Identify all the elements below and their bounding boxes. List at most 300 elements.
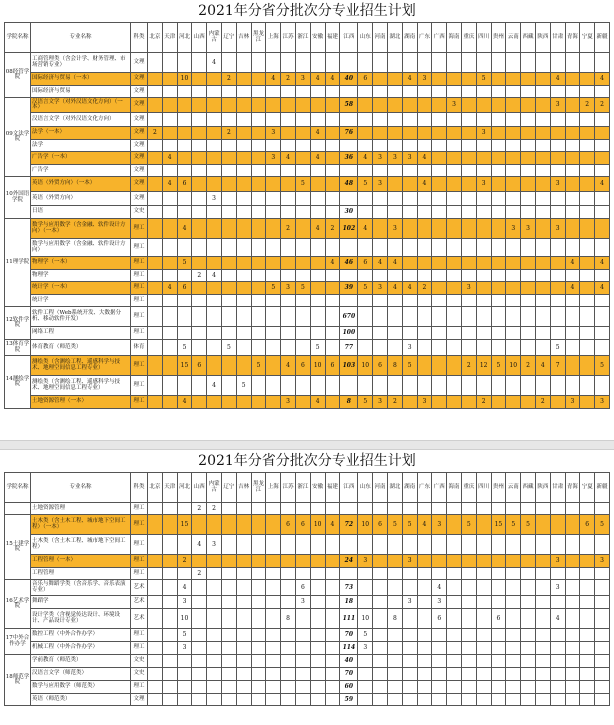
quota-cell: 4 (387, 282, 402, 295)
quota-cell (162, 307, 177, 327)
quota-cell (402, 140, 417, 152)
quota-cell: 6 (432, 609, 447, 629)
quota-cell (236, 568, 251, 580)
quota-cell (373, 568, 388, 580)
quota-cell: 6 (177, 177, 192, 192)
quota-cell (521, 642, 536, 655)
quota-cell (325, 98, 340, 113)
quota-cell (417, 642, 432, 655)
quota-cell: 4 (207, 270, 222, 282)
quota-cell (476, 655, 491, 668)
quota-cell (162, 257, 177, 270)
quota-cell (447, 515, 462, 535)
quota-cell (236, 655, 251, 668)
quota-cell (373, 376, 388, 396)
quota-cell (506, 642, 521, 655)
quota-cell (148, 642, 163, 655)
quota-cell (491, 113, 506, 127)
quota-cell (251, 376, 266, 396)
quota-cell (476, 629, 491, 642)
quota-cell: 4 (310, 396, 325, 409)
quota-cell (192, 609, 207, 629)
quota-cell: 4 (358, 219, 373, 239)
quota-cell (340, 140, 358, 152)
major-name: 广告学 (31, 165, 131, 177)
quota-cell (207, 206, 222, 219)
quota-cell (580, 642, 595, 655)
subject-type: 体育 (131, 340, 148, 356)
quota-cell: 18 (340, 596, 358, 609)
quota-cell: 3 (550, 555, 565, 568)
quota-cell (207, 307, 222, 327)
quota-cell (506, 239, 521, 257)
table-row (5, 219, 610, 239)
quota-cell (491, 219, 506, 239)
quota-cell (402, 580, 417, 596)
quota-cell (387, 192, 402, 206)
quota-cell (236, 629, 251, 642)
quota-cell: 5 (595, 515, 610, 535)
quota-cell: 5 (177, 257, 192, 270)
quota-cell (192, 257, 207, 270)
subject-type: 文理 (131, 694, 148, 706)
quota-cell (521, 239, 536, 257)
quota-cell: 4 (402, 282, 417, 295)
quota-cell (325, 270, 340, 282)
quota-cell (387, 668, 402, 681)
quota-cell (387, 629, 402, 642)
quota-cell (580, 239, 595, 257)
quota-cell: 3 (281, 396, 296, 409)
quota-cell (325, 668, 340, 681)
quota-cell (340, 376, 358, 396)
table-row (5, 655, 610, 668)
quota-cell (461, 642, 476, 655)
quota-cell (192, 307, 207, 327)
quota-cell (461, 555, 476, 568)
quota-cell (491, 152, 506, 165)
quota-cell (565, 376, 580, 396)
quota-cell: 4 (310, 219, 325, 239)
quota-cell (281, 340, 296, 356)
quota-cell: 10 (358, 515, 373, 535)
quota-cell (192, 668, 207, 681)
quota-cell (535, 307, 550, 327)
quota-cell (221, 307, 236, 327)
header-province: 新疆 (595, 473, 610, 503)
quota-cell (506, 98, 521, 113)
quota-cell (251, 609, 266, 629)
quota-cell (432, 140, 447, 152)
quota-cell (148, 535, 163, 555)
page-separator (0, 440, 614, 450)
quota-cell: 4 (281, 152, 296, 165)
quota-cell (221, 356, 236, 376)
quota-cell (162, 295, 177, 307)
quota-cell (387, 655, 402, 668)
quota-cell (476, 307, 491, 327)
quota-cell (506, 282, 521, 295)
quota-cell (580, 53, 595, 73)
header-province: 辽宁 (221, 23, 236, 53)
quota-cell (373, 73, 388, 86)
quota-cell: 2 (325, 219, 340, 239)
quota-cell (236, 73, 251, 86)
quota-cell (521, 282, 536, 295)
header-province: 海南 (447, 23, 462, 53)
quota-cell (251, 655, 266, 668)
quota-cell (461, 681, 476, 694)
quota-cell (148, 165, 163, 177)
quota-cell (402, 206, 417, 219)
quota-cell (461, 503, 476, 515)
quota-cell (550, 53, 565, 73)
quota-cell (550, 282, 565, 295)
quota-cell (325, 127, 340, 140)
quota-cell (373, 239, 388, 257)
quota-cell (236, 307, 251, 327)
quota-cell (521, 609, 536, 629)
quota-cell (387, 535, 402, 555)
quota-cell (310, 282, 325, 295)
quota-cell (358, 681, 373, 694)
quota-cell: 3 (373, 152, 388, 165)
quota-cell (358, 239, 373, 257)
table-row (5, 53, 610, 73)
quota-cell (595, 580, 610, 596)
quota-cell (565, 681, 580, 694)
table-row (5, 681, 610, 694)
quota-cell (595, 192, 610, 206)
quota-cell: 3 (521, 219, 536, 239)
quota-cell (402, 177, 417, 192)
quota-cell (325, 340, 340, 356)
quota-cell (373, 219, 388, 239)
quota-cell (535, 568, 550, 580)
quota-cell (535, 86, 550, 98)
quota-cell (580, 596, 595, 609)
quota-cell (373, 668, 388, 681)
quota-cell: 4 (325, 257, 340, 270)
quota-cell (281, 596, 296, 609)
quota-cell (565, 340, 580, 356)
quota-cell (162, 376, 177, 396)
quota-cell (177, 681, 192, 694)
quota-cell (148, 694, 163, 706)
quota-cell (266, 219, 281, 239)
quota-cell: 30 (340, 206, 358, 219)
quota-cell (432, 295, 447, 307)
subject-type: 理工 (131, 356, 148, 376)
quota-cell (281, 113, 296, 127)
quota-cell (207, 568, 222, 580)
quota-cell (447, 140, 462, 152)
quota-cell (580, 152, 595, 165)
quota-cell (595, 295, 610, 307)
table-row (5, 568, 610, 580)
quota-cell (148, 98, 163, 113)
quota-cell: 5 (310, 340, 325, 356)
quota-cell (162, 694, 177, 706)
quota-cell: 3 (402, 152, 417, 165)
quota-cell (447, 152, 462, 165)
quota-cell (162, 356, 177, 376)
subject-type: 文理 (131, 73, 148, 86)
quota-cell (580, 295, 595, 307)
quota-cell: 3 (373, 396, 388, 409)
subject-type: 理工 (131, 681, 148, 694)
quota-cell (325, 503, 340, 515)
quota-cell (310, 307, 325, 327)
quota-cell: 2 (580, 98, 595, 113)
quota-cell: 3 (358, 642, 373, 655)
quota-cell (373, 140, 388, 152)
quota-cell (447, 53, 462, 73)
quota-cell (207, 515, 222, 535)
quota-cell (565, 295, 580, 307)
subject-type: 艺术 (131, 580, 148, 596)
quota-cell (207, 98, 222, 113)
quota-cell (565, 192, 580, 206)
quota-cell: 4 (595, 257, 610, 270)
quota-cell (476, 694, 491, 706)
quota-cell (207, 219, 222, 239)
subject-type: 理工 (131, 270, 148, 282)
quota-cell (373, 98, 388, 113)
quota-cell (236, 642, 251, 655)
quota-cell (162, 668, 177, 681)
quota-cell (417, 113, 432, 127)
table-row (5, 307, 610, 327)
header-province: 黑龙江 (251, 473, 266, 503)
quota-cell (491, 127, 506, 140)
quota-cell: 5 (177, 340, 192, 356)
quota-cell (417, 206, 432, 219)
quota-cell (148, 295, 163, 307)
quota-cell: 4 (358, 152, 373, 165)
quota-cell (461, 140, 476, 152)
quota-cell (565, 270, 580, 282)
quota-cell (476, 98, 491, 113)
header-province: 云南 (506, 473, 521, 503)
quota-cell: 4 (387, 257, 402, 270)
quota-cell (310, 295, 325, 307)
quota-cell (148, 270, 163, 282)
quota-cell (295, 655, 310, 668)
quota-cell (580, 681, 595, 694)
quota-cell (580, 503, 595, 515)
quota-cell (281, 327, 296, 340)
header-college: 学院名称 (5, 473, 31, 503)
quota-cell: 4 (310, 127, 325, 140)
quota-cell (236, 668, 251, 681)
quota-cell (491, 642, 506, 655)
quota-cell (476, 596, 491, 609)
quota-cell (417, 127, 432, 140)
quota-cell (432, 270, 447, 282)
quota-cell (236, 515, 251, 535)
quota-cell (373, 655, 388, 668)
quota-cell (535, 127, 550, 140)
quota-cell (221, 515, 236, 535)
quota-cell (521, 177, 536, 192)
quota-cell (192, 206, 207, 219)
quota-cell (461, 340, 476, 356)
quota-cell (295, 609, 310, 629)
quota-cell: 5 (476, 73, 491, 86)
quota-cell (521, 535, 536, 555)
quota-cell (461, 152, 476, 165)
college-cell: 09文法学院 (5, 98, 31, 177)
quota-cell (251, 219, 266, 239)
header-province: 重庆 (461, 473, 476, 503)
quota-cell (461, 629, 476, 642)
header-province: 黑龙江 (251, 23, 266, 53)
quota-cell (221, 53, 236, 73)
quota-cell (550, 113, 565, 127)
quota-cell (325, 239, 340, 257)
quota-cell (358, 53, 373, 73)
quota-cell (162, 515, 177, 535)
quota-cell (310, 165, 325, 177)
quota-cell (295, 535, 310, 555)
table-row (5, 609, 610, 629)
quota-cell (310, 642, 325, 655)
subject-type: 理工 (131, 555, 148, 568)
quota-cell (580, 192, 595, 206)
quota-cell (266, 206, 281, 219)
quota-cell (207, 257, 222, 270)
quota-cell (358, 270, 373, 282)
quota-cell (266, 356, 281, 376)
quota-cell (281, 307, 296, 327)
quota-cell (491, 568, 506, 580)
quota-cell (417, 98, 432, 113)
page-one (4, 0, 610, 409)
quota-cell (535, 681, 550, 694)
quota-cell (340, 503, 358, 515)
quota-cell (251, 206, 266, 219)
quota-cell: 4 (550, 73, 565, 86)
quota-cell (506, 681, 521, 694)
quota-cell (461, 327, 476, 340)
quota-cell (491, 396, 506, 409)
quota-cell (162, 127, 177, 140)
quota-cell (432, 219, 447, 239)
quota-cell (177, 327, 192, 340)
quota-cell (580, 694, 595, 706)
quota-cell (177, 307, 192, 327)
quota-cell (221, 239, 236, 257)
quota-cell (266, 270, 281, 282)
quota-cell (550, 694, 565, 706)
header-province: 甘肃 (550, 23, 565, 53)
quota-cell (432, 152, 447, 165)
quota-cell (595, 239, 610, 257)
quota-cell (550, 376, 565, 396)
quota-cell (281, 555, 296, 568)
quota-cell (461, 219, 476, 239)
quota-cell (432, 642, 447, 655)
quota-cell (521, 340, 536, 356)
quota-cell (358, 98, 373, 113)
quota-cell: 3 (402, 340, 417, 356)
quota-cell (402, 127, 417, 140)
header-province: 青海 (565, 23, 580, 53)
header-province: 上海 (266, 473, 281, 503)
quota-cell (373, 307, 388, 327)
quota-cell (521, 555, 536, 568)
quota-cell (162, 98, 177, 113)
major-name: 统计学（一本） (31, 282, 131, 295)
quota-cell (162, 73, 177, 86)
header-province: 河南 (373, 23, 388, 53)
quota-cell: 6 (295, 580, 310, 596)
major-name: 物理学（一本） (31, 257, 131, 270)
quota-cell (162, 596, 177, 609)
quota-cell (387, 239, 402, 257)
quota-cell (207, 177, 222, 192)
quota-cell (325, 152, 340, 165)
quota-cell (387, 165, 402, 177)
quota-cell (236, 609, 251, 629)
table-row (5, 642, 610, 655)
quota-cell: 10 (177, 73, 192, 86)
quota-cell (535, 98, 550, 113)
quota-cell (148, 681, 163, 694)
header-province: 青海 (565, 473, 580, 503)
quota-cell (221, 609, 236, 629)
quota-cell (550, 257, 565, 270)
quota-cell (358, 327, 373, 340)
quota-cell (476, 535, 491, 555)
quota-cell (162, 165, 177, 177)
quota-cell: 40 (340, 655, 358, 668)
quota-cell (476, 609, 491, 629)
quota-cell (432, 327, 447, 340)
quota-cell (162, 192, 177, 206)
quota-cell (251, 98, 266, 113)
quota-cell: 4 (162, 177, 177, 192)
quota-cell (595, 629, 610, 642)
quota-cell (295, 307, 310, 327)
subject-type: 文史 (131, 668, 148, 681)
quota-cell (417, 327, 432, 340)
quota-cell (506, 86, 521, 98)
quota-cell (162, 568, 177, 580)
quota-cell (207, 327, 222, 340)
quota-cell (373, 165, 388, 177)
quota-cell (310, 206, 325, 219)
quota-cell (461, 73, 476, 86)
major-name: 数学与应用数学（师范类） (31, 681, 131, 694)
quota-cell (417, 580, 432, 596)
quota-cell (251, 165, 266, 177)
quota-cell (251, 73, 266, 86)
quota-cell: 24 (340, 555, 358, 568)
quota-cell: 2 (148, 127, 163, 140)
quota-cell (358, 340, 373, 356)
quota-cell: 3 (550, 219, 565, 239)
major-name: 数控工程（中外合作办学） (31, 629, 131, 642)
quota-cell (417, 655, 432, 668)
quota-cell (580, 629, 595, 642)
quota-cell (521, 655, 536, 668)
quota-cell (580, 580, 595, 596)
quota-cell (491, 596, 506, 609)
quota-cell (432, 503, 447, 515)
quota-cell (595, 307, 610, 327)
